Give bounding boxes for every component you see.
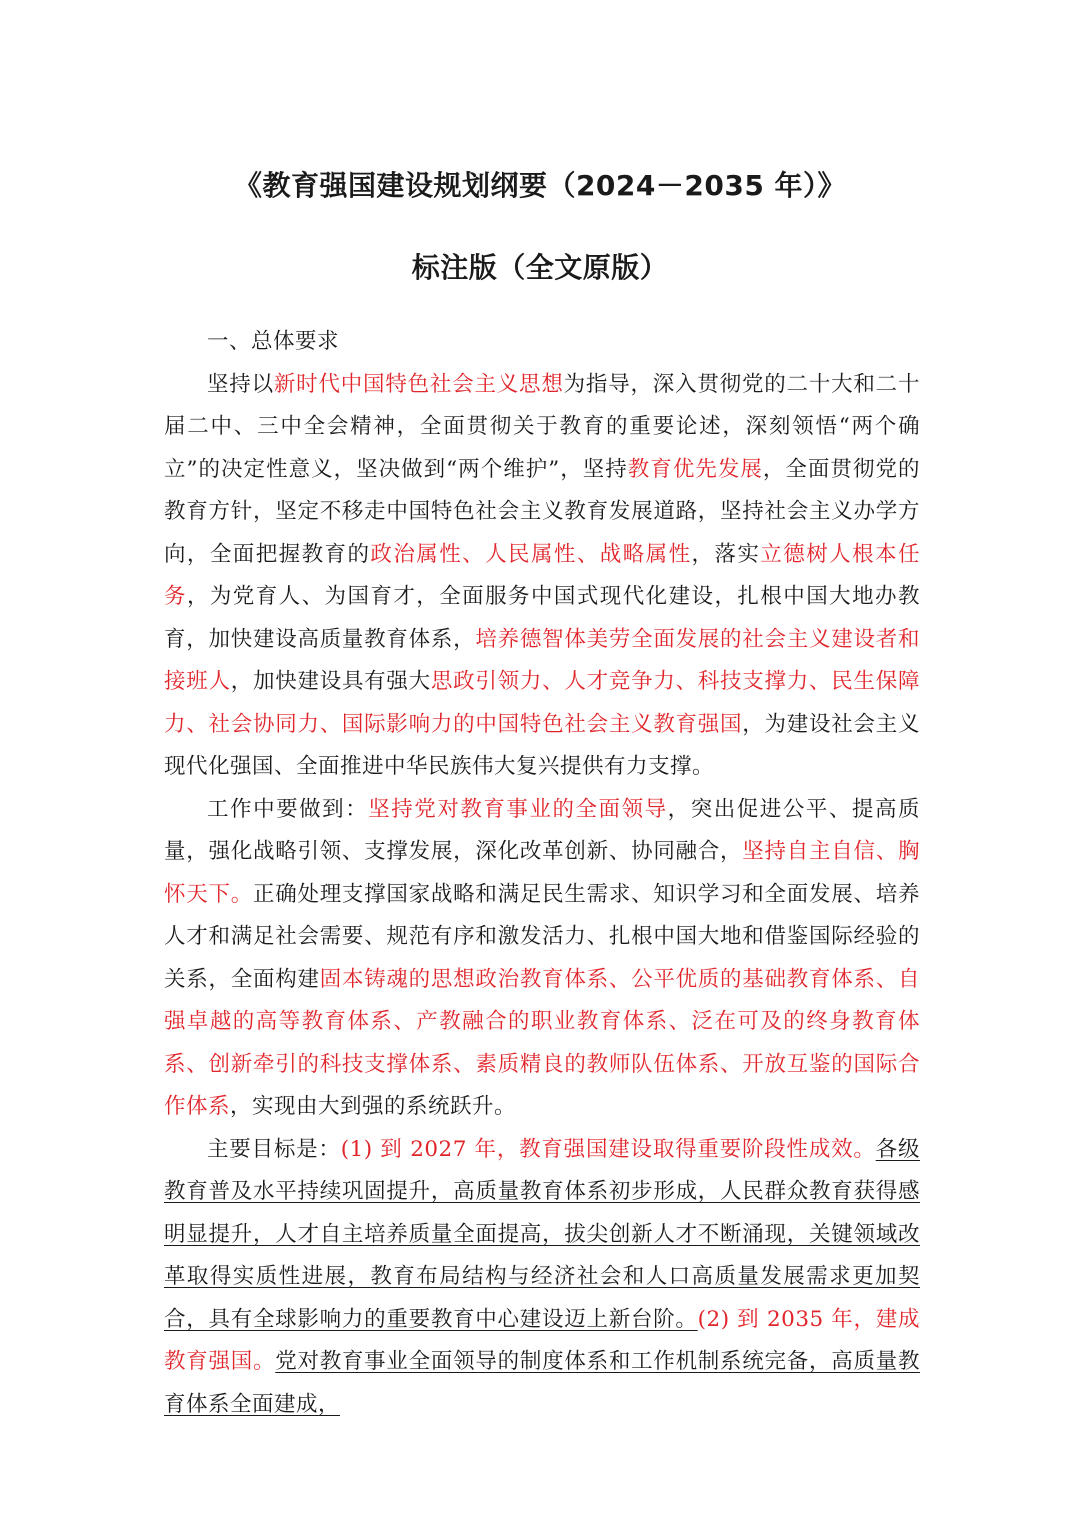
paragraph-work-requirements (164, 789, 920, 1129)
document-title: 《教育强国建设规划纲要（2024－2035 年）》 (233, 169, 847, 202)
body-text: ，为建设社会主义现代化强国、全面推进中华民族伟大复兴提供有力支撑。 (164, 711, 920, 779)
underlined-text: 各级教育普及水平持续巩固提升，高质量教育体系初步形成，人民群众教育获得感明显提升，人才自主培养质量全面提高，拔尖创新人才不断涌现，关键领域改革取得实质性进展，教育布局结构与经济社会和人口高质量发展需求更加契合，具有全球影响力的重要教育中心建设迈上新台阶。 (164, 1136, 920, 1332)
highlighted-text: (2) 到 2035 年，建成教育强国。 (164, 1306, 920, 1374)
highlighted-text: 政治属性、人民属性、战略属性 (370, 541, 692, 567)
highlighted-text: 新时代中国特色社会主义思想 (273, 371, 564, 397)
highlighted-text: 坚持党对教育事业的全面领导 (368, 796, 668, 822)
body-text: ，实现由大到强的系统跃升。 (230, 1094, 517, 1119)
body-text: ，加快建设具有强大 (230, 669, 431, 694)
document-body (164, 321, 920, 1426)
body-text: ，落实 (691, 541, 761, 567)
body-text: 正确处理支撑国家战略和满足民生需求、知识学习和全面发展、培养人才和满足社会需要、规范有序和激发活力、扎根中国大地和借鉴国际经验的关系，全面构建 (164, 881, 920, 992)
body-text: ，突出促进公平、提高质量，强化战略引领、支撑发展，深化改革创新、协同融合， (164, 796, 920, 864)
highlighted-text: 坚持自主自信、胸怀天下。 (164, 839, 920, 907)
section-heading: 一、总体要求 (207, 329, 340, 354)
body-text: 主要目标是： (207, 1136, 341, 1162)
document-subtitle: 标注版（全文原版） (411, 251, 669, 284)
paragraph-main-goals (164, 1129, 920, 1427)
body-text: 工作中要做到： (207, 796, 369, 822)
body-text: ，全面贯彻党的教育方针，坚定不移走中国特色社会主义教育发展道路，坚持社会主义办学方向，全面把握教育的 (164, 456, 920, 567)
underlined-text: 党对教育事业全面领导的制度体系和工作机制系统完备，高质量教育体系全面建成， (164, 1349, 920, 1417)
paragraph-guiding-principles (164, 364, 920, 789)
highlighted-text: 教育优先发展 (627, 456, 763, 482)
body-text: ，为党育人、为国育才，全面服务中国式现代化建设，扎根中国大地办教育，加快建设高质量教育体系， (164, 584, 920, 652)
highlighted-text: 思政引领力、人才竞争力、科技支撑力、民生保障力、社会协同力、国际影响力的中国特色社会主义教育强国 (164, 669, 920, 737)
highlighted-text: 立德树人根本任务 (164, 541, 920, 609)
body-text: 坚持以 (207, 371, 274, 397)
highlighted-text: (1) 到 2027 年，教育强国建设取得重要阶段性成效。 (340, 1136, 876, 1162)
highlighted-text: 培养德智体美劳全面发展的社会主义建设者和接班人 (164, 626, 920, 694)
highlighted-text: 固本铸魂的思想政治教育体系、公平优质的基础教育体系、自强卓越的高等教育体系、产教融合的职业教育体系、泛在可及的终身教育体系、创新牵引的科技支撑体系、素质精良的教师队伍体系、开放互鉴的国际合作体系 (164, 966, 920, 1119)
body-text: 为指导，深入贯彻党的二十大和二十届二中、三中全会精神，全面贯彻关于教育的重要论述，深刻领悟“两个确立”的决定性意义，坚决做到“两个维护”，坚持 (164, 371, 920, 482)
